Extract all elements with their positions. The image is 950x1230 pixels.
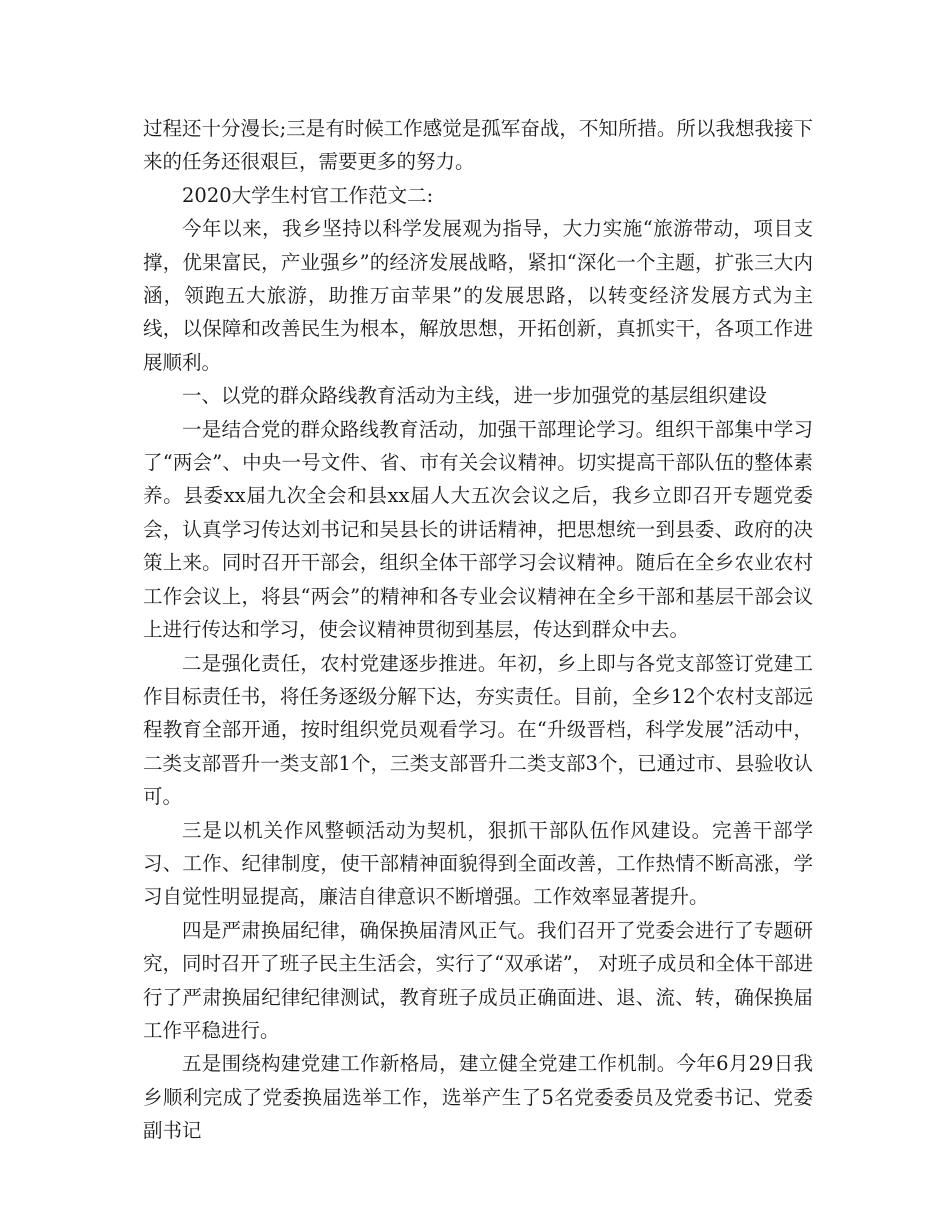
heading: 一、以党的群众路线教育活动为主线，进一步加强党的基层组织建设 <box>182 384 768 408</box>
paragraph: 五是围绕构建党建工作新格局，建立健全党建工作机制。今年6月29日我乡顺利完成了党委换届选举工作，选举产生了5名党委委员及党委书记、党委副书记 <box>143 1052 813 1143</box>
paragraph: 一是结合党的群众路线教育活动，加强干部理论学习。组织干部集中学习了“两会”、中央一号文件、省、市有关会议精神。切实提高干部队伍的整体素养。县委xx届九次全会和县xx届人大五次会议之后，我乡立即召开专题党委会，认真学习传达刘书记和吴县长的讲话精神，把思想统一到县委、政府的决策上来。同时召开干部会，组织全体干部学习会议精神。随后在全乡农业农村工作会议上，将县“两会”的精神和各专业会议精神在全乡干部和基层干部会议上进行传达和学习，使会议精神贯彻到基层，传达到群众中去。 <box>143 417 813 642</box>
paragraph: 三是以机关作风整顿活动为契机，狠抓干部队伍作风建设。完善干部学习、工作、纪律制度，使干部精神面貌得到全面改善，工作热情不断高涨，学习自觉性明显提高，廉洁自律意识不断增强。工作效率显著提升。 <box>143 818 813 909</box>
paragraph: 四是严肃换届纪律，确保换届清风正气。我们召开了党委会进行了专题研究，同时召开了班子民主生活会，实行了“双承诺”， 对班子成员和全体干部进行了严肃换届纪律纪律测试，教育班子成员正确面进、退、流、转，确保换届工作平稳进行。 <box>143 918 813 1042</box>
document-body <box>143 112 813 1148</box>
paragraph-continuation: 过程还十分漫长;三是有时候工作感觉是孤军奋战，不知所措。所以我想我接下来的任务还很艰巨，需要更多的努力。 <box>143 117 813 174</box>
section-title: 2020大学生村官工作范文二: <box>182 183 434 207</box>
paragraph: 二是强化责任，农村党建逐步推进。年初，乡上即与各党支部签订党建工作目标责任书，将任务逐级分解下达，夯实责任。目前，全乡12个农村支部远程教育全部开通，按时组织党员观看学习。在“升级晋档，科学发展”活动中，二类支部晋升一类支部1个，三类支部晋升二类支部3个，已通过市、县验收认可。 <box>143 651 813 809</box>
paragraph: 今年以来，我乡坚持以科学发展观为指导，大力实施“旅游带动，项目支撑，优果富民，产业强乡”的经济发展战略，紧扣“深化一个主题，扩张三大内涵，领跑五大旅游，助推万亩苹果”的发展思路，以转变经济发展方式为主线，以保障和改善民生为根本，解放思想，开拓创新，真抓实干，各项工作进展顺利。 <box>143 217 813 374</box>
